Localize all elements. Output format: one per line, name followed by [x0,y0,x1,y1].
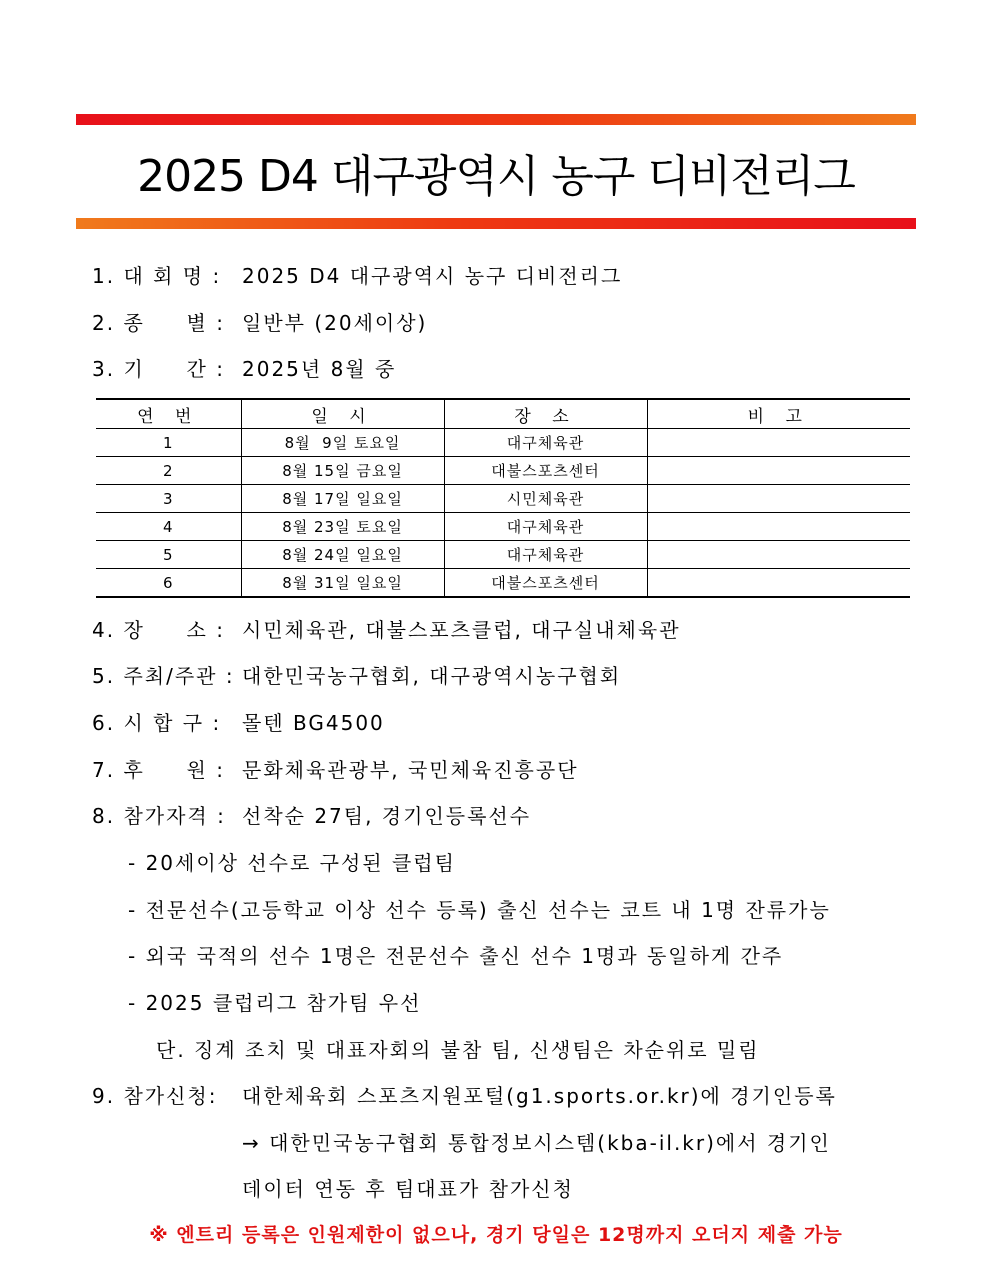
cell-date: 8월 31일 일요일 [241,569,444,598]
table-header-row [96,399,910,429]
qualification-item: - 2025 클럽리그 참가팀 우선 [128,991,422,1015]
item-ball [92,707,385,736]
schedule-table [96,398,910,598]
cell-no: 5 [96,541,241,569]
cell-no: 2 [96,457,241,485]
header-remarks: 비 고 [647,399,910,429]
cell-date: 8월 17일 일요일 [241,485,444,513]
title-top-bar [76,114,916,125]
application-line-2: → 대한민국농구협회 통합정보시스템(kba-il.kr)에서 경기인 [242,1131,831,1155]
item-event-name [92,260,622,289]
item-label: 1. 대 회 명 : [92,264,222,288]
application-line-3: 데이터 연동 후 팀대표가 참가신청 [242,1177,574,1201]
item-value: 선착순 27팀, 경기인등록선수 [242,804,532,828]
cell-no: 1 [96,429,241,457]
document-title: 2025 D4 대구광역시 농구 디비전리그 [137,151,855,202]
item-value: 2025년 8월 중 [242,357,397,381]
item-value: 일반부 (20세이상) [242,311,428,335]
cell-venue: 대불스포츠센터 [444,569,647,598]
item-period [92,353,396,382]
item-label: 6. 시 합 구 : [92,711,222,735]
qualification-item: - 20세이상 선수로 구성된 클럽팀 [128,851,456,875]
cell-no: 4 [96,513,241,541]
item-label: 4. 장 소 : [92,618,225,642]
qualification-note: 단. 징계 조치 및 대표자회의 불참 팀, 신생팀은 차순위로 밀림 [156,1038,760,1062]
cell-venue: 대구체육관 [444,541,647,569]
cell-remarks [647,541,910,569]
header-no: 연 번 [96,399,241,429]
entry-note: ※ 엔트리 등록은 인원제한이 없으나, 경기 당일은 12명까지 오더지 제출 가능 [149,1224,843,1246]
item-value: 2025 D4 대구광역시 농구 디비전리그 [242,264,623,288]
table-row [96,541,910,569]
cell-no: 6 [96,569,241,598]
qualification-item: - 전문선수(고등학교 이상 선수 등록) 출신 선수는 코트 내 1명 잔류가능 [128,898,831,922]
item-value: 몰텐 BG4500 [242,711,385,735]
cell-remarks [647,485,910,513]
cell-remarks [647,513,910,541]
item-application [92,1080,837,1109]
item-label: 9. 참가신청: [92,1084,218,1108]
application-line-1: 대한체육회 스포츠지원포털(g1.sports.or.kr)에 경기인등록 [242,1084,837,1108]
item-label: 2. 종 별 : [92,311,225,335]
header-venue: 장 소 [444,399,647,429]
cell-date: 8월 23일 토요일 [241,513,444,541]
cell-venue: 대구체육관 [444,429,647,457]
cell-remarks [647,569,910,598]
cell-remarks [647,457,910,485]
cell-date: 8월 9일 토요일 [241,429,444,457]
cell-date: 8월 24일 일요일 [241,541,444,569]
cell-date: 8월 15일 금요일 [241,457,444,485]
table-row [96,569,910,598]
item-value: 시민체육관, 대불스포츠클럽, 대구실내체육관 [242,618,681,642]
item-venue [92,614,681,643]
item-label: 5. 주최/주관 : [92,664,235,688]
table-row [96,429,910,457]
item-label: 3. 기 간 : [92,357,225,381]
cell-remarks [647,429,910,457]
cell-venue: 대구체육관 [444,513,647,541]
table-row [96,513,910,541]
item-label: 8. 참가자격 : [92,804,226,828]
item-category [92,307,427,336]
cell-venue: 대불스포츠센터 [444,457,647,485]
cell-no: 3 [96,485,241,513]
table-row [96,485,910,513]
item-sponsor [92,754,579,783]
title-bottom-bar [76,218,916,229]
item-value: 대한민국농구협회, 대구광역시농구협회 [242,664,622,688]
header-date: 일 시 [241,399,444,429]
item-organizer [92,660,621,689]
qualification-item: - 외국 국적의 선수 1명은 전문선수 출신 선수 1명과 동일하게 간주 [128,944,784,968]
cell-venue: 시민체육관 [444,485,647,513]
item-label: 7. 후 원 : [92,758,225,782]
item-value: 문화체육관광부, 국민체육진흥공단 [242,758,579,782]
item-eligibility [92,800,531,829]
table-row [96,457,910,485]
